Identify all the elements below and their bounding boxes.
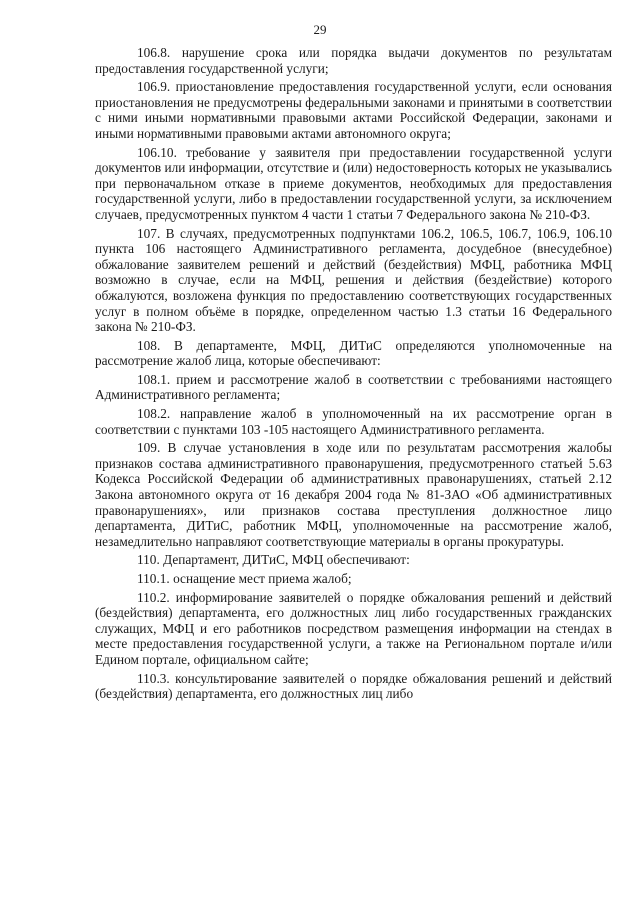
paragraph-110-3: 110.3. консультирование заявителей о порядке обжалования решений и действий (бездействия) департамента, его должностных лиц либо [95, 670, 612, 702]
paragraph-106-9: 106.9. приостановление предоставления государственной услуги, если основания приостановления не предусмотрены федеральными законами и принятыми в соответствии с ними иными нормативными правовыми актами Российской Федерации, законами и иными нормативными правовыми актами автономного округа; [95, 79, 612, 141]
paragraph-110: 110. Департамент, ДИТиС, МФЦ обеспечивают: [137, 552, 410, 568]
page-number: 29 [313, 22, 327, 37]
paragraph-108-1: 108.1. прием и рассмотрение жалоб в соответствии с требованиями настоящего Административного регламента; [95, 371, 612, 403]
paragraph-110-1: 110.1. оснащение мест приема жалоб; [137, 571, 352, 586]
paragraph-106-10: 106.10. требование у заявителя при предоставлении государственной услуги документов или информации, отсутствие и (или) недостоверность которых не указывались при первоначальном отказе в приеме документов, необходимых для предоставления государственной услуги, либо в предоставлении государственной услуги, за исключением случаев, предусмотренных пунктом 4 части 1 статьи 7 Федерального закона № 210-ФЗ. [95, 144, 612, 222]
paragraph-108: 108. В департаменте, МФЦ, ДИТиС определяются уполномоченные на рассмотрение жалоб лица, которые обеспечивают: [95, 337, 612, 369]
paragraph-110-2: 110.2. информирование заявителей о порядке обжалования решений и действий (бездействия) департамента, его должностных лиц либо государственных гражданских служащих, МФЦ и его работников посредством размещения информации на стендах в месте предоставления государственной услуги, а также на Региональном портале и/или Едином портале, официальном сайте; [95, 589, 612, 667]
paragraph-107: 107. В случаях, предусмотренных подпунктами 106.2, 106.5, 106.7, 106.9, 106.10 пункта 106 настоящего Административного регламента, досудебное (внесудебное) обжалование заявителем решений и действий (бездействия) МФЦ, работника МФЦ возможно в случае, если на МФЦ, решения и действия (бездействие) которого обжалуются, возложена функция по предоставлению соответствующих государственных услуг в полном объёме в порядке, определенном частью 1.3 статьи 16 Федерального закона № 210-ФЗ. [95, 225, 612, 335]
document-body [95, 45, 612, 705]
paragraph-106-8: 106.8. нарушение срока или порядка выдачи документов по результатам предоставления государственной услуги; [95, 45, 612, 76]
paragraph-109: 109. В случае установления в ходе или по результатам рассмотрения жалобы признаков состава административного правонарушения, предусмотренного статьей 5.63 Кодекса Российской Федерации об административных правонарушениях, статьей 2.12 Закона автономного округа от 16 декабря 2004 года № 81-ЗАО «Об административных правонарушениях», или признаков состава преступления должностное лицо департамента, ДИТиС, работник МФЦ, уполномоченные на рассмотрение жалоб, незамедлительно направляют соответствующие материалы в органы прокуратуры. [95, 440, 612, 549]
paragraph-108-2: 108.2. направление жалоб в уполномоченный на их рассмотрение орган в соответствии с пунктами 103 -105 настоящего Административного регламента. [95, 406, 612, 437]
